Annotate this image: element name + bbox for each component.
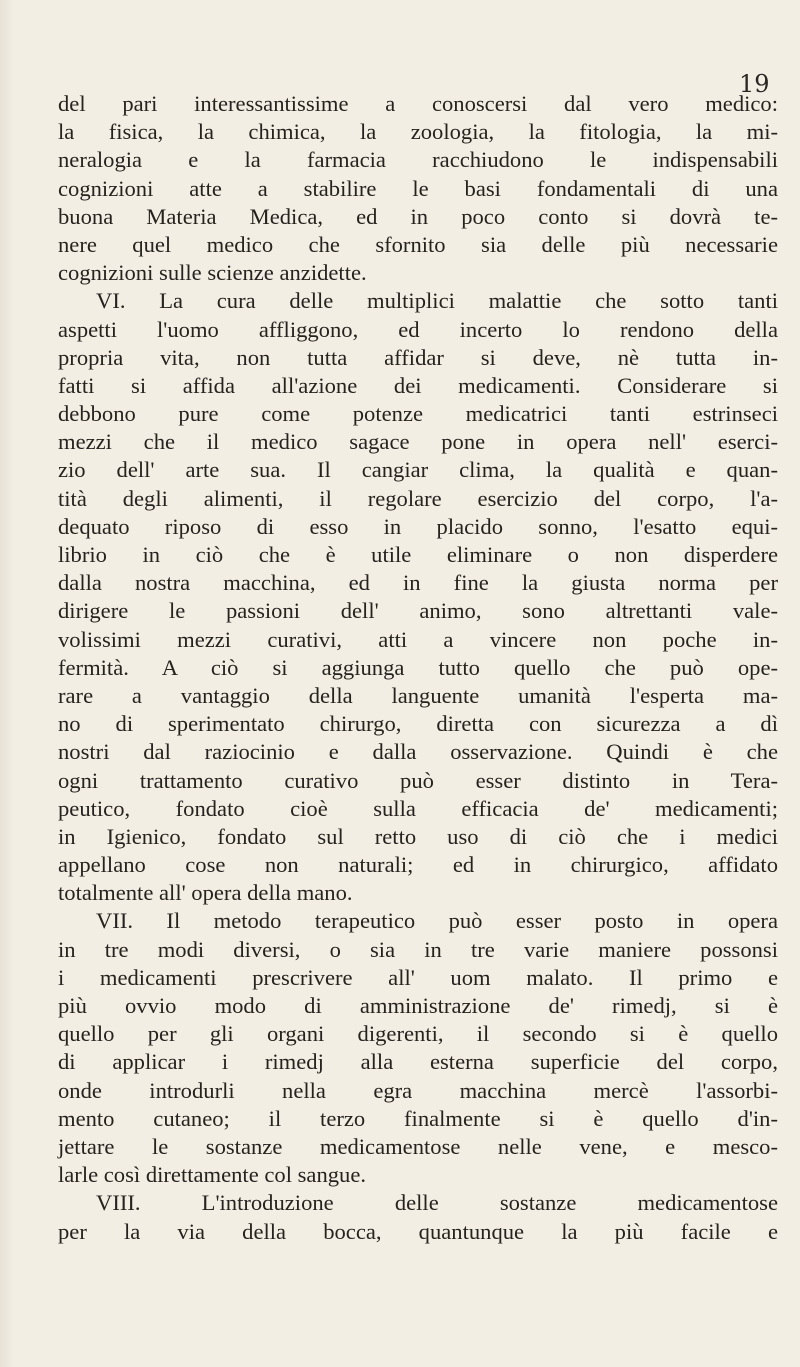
text-line: VIII. L'introduzione delle sostanze medicamentose — [96, 1190, 778, 1216]
text-line: fatti si affida all'azione dei medicamenti. Considerare si — [58, 372, 778, 398]
text-line: appellano cose non naturali; ed in chirurgico, affidato — [58, 852, 778, 878]
text-line: aspetti l'uomo affliggono, ed incerto lo rendono della — [58, 316, 778, 342]
text-line: propria vita, non tutta affidar si deve, nè tutta in- — [58, 344, 778, 370]
text-line: i medicamenti prescrivere all' uom malato. Il primo e — [58, 964, 778, 990]
text-line: in Igienico, fondato sul retto uso di ciò che i medici — [58, 823, 778, 849]
text-line: del pari interessantissime a conoscersi dal vero medico: — [58, 91, 778, 116]
text-line: peutico, fondato cioè sulla efficacia de' medicamenti; — [58, 795, 778, 821]
text-line: librio in ciò che è utile eliminare o non disperdere — [58, 542, 778, 567]
text-line: zio dell' arte sua. Il cangiar clima, la qualità e quan- — [58, 457, 778, 483]
text-line: neralogia e la farmacia racchiudono le indispensabili — [58, 147, 778, 173]
text-line: debbono pure come potenze medicatrici tanti estrinseci — [58, 401, 778, 427]
text-line: la fisica, la chimica, la zoologia, la fitologia, la mi- — [58, 119, 778, 145]
text-line: nostri dal raziocinio e dalla osservazione. Quindi è che — [58, 739, 778, 765]
text-line: ogni trattamento curativo può esser distinto in Tera- — [58, 767, 778, 793]
text-line: jettare le sostanze medicamentose nelle vene, e mesco- — [58, 1133, 778, 1159]
body-text — [58, 90, 778, 1246]
text-line: in tre modi diversi, o sia in tre varie maniere possonsi — [58, 936, 778, 962]
text-line: rare a vantaggio della languente umanità l'esperta ma- — [58, 682, 778, 708]
text-line: fermità. A ciò si aggiunga tutto quello che può ope- — [58, 654, 778, 680]
text-line: più ovvio modo di amministrazione de' rimedj, si è — [58, 993, 778, 1018]
text-line: dirigere le passioni dell' animo, sono altrettanti vale- — [58, 598, 778, 624]
text-line: mezzi che il medico sagace pone in opera nell' eserci- — [58, 429, 778, 455]
text-line: quello per gli organi digerenti, il secondo si è quello — [58, 1021, 778, 1047]
text-line: cognizioni sulle scienze anzidette. — [58, 260, 367, 286]
text-line: dequato riposo di esso in placido sonno, l'esatto equi- — [58, 513, 778, 539]
text-line: di applicar i rimedj alla esterna superficie del corpo, — [58, 1049, 778, 1075]
text-line: larle così direttamente col sangue. — [58, 1162, 367, 1188]
text-line: volissimi mezzi curativi, atti a vincere non poche in- — [58, 626, 778, 652]
text-line: VII. Il metodo terapeutico può esser posto in opera — [96, 908, 778, 934]
text-line: dalla nostra macchina, ed in fine la giusta norma per — [58, 570, 778, 596]
text-line: onde introdurli nella egra macchina mercè l'assorbi- — [58, 1077, 778, 1103]
text-line: mento cutaneo; il terzo finalmente si è quello d'in- — [58, 1105, 778, 1131]
text-line: buona Materia Medica, ed in poco conto si dovrà te- — [58, 203, 778, 229]
text-line: per la via della bocca, quantunque la più facile e — [58, 1218, 778, 1244]
text-line: VI. La cura delle multiplici malattie che sotto tanti — [96, 288, 778, 314]
text-line: nere quel medico che sfornito sia delle più necessarie — [58, 231, 778, 257]
text-line: totalmente all' opera della mano. — [58, 880, 353, 906]
text-line: no di sperimentato chirurgo, diretta con sicurezza a dì — [58, 711, 778, 737]
text-line: cognizioni atte a stabilire le basi fondamentali di una — [58, 175, 778, 201]
page-number: 19 — [739, 70, 770, 98]
text-line: tità degli alimenti, il regolare esercizio del corpo, l'a- — [58, 485, 778, 511]
